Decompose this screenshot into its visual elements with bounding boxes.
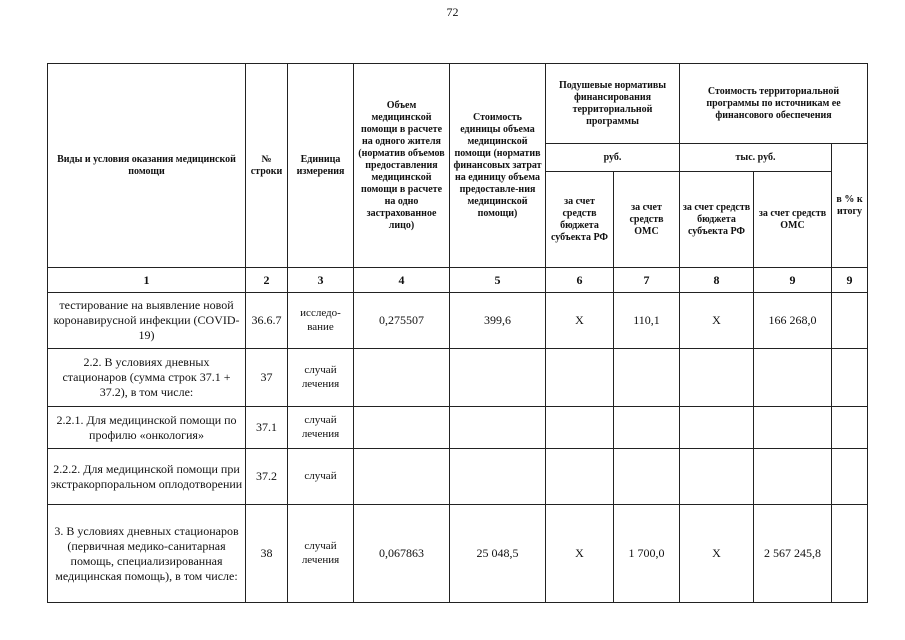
row-c8 (754, 349, 832, 407)
row-c9 (832, 349, 868, 407)
table-row (48, 505, 868, 603)
row-volume: 0,275507 (354, 293, 450, 349)
row-c7 (680, 449, 754, 505)
column-number: 8 (680, 268, 754, 293)
header-volume: Объем медицинской помощи в расчете на одного жителя (норматив объемов предоставления медицинской помощи в расчете на одно застрахованное лицо) (354, 64, 450, 268)
row-cost (450, 349, 546, 407)
column-number: 4 (354, 268, 450, 293)
row-cost: 25 048,5 (450, 505, 546, 603)
column-number: 9 (754, 268, 832, 293)
header-row-no: № строки (246, 64, 288, 268)
row-number: 37.1 (246, 407, 288, 449)
row-kind: 2.2.1. Для медицинской помощи по профилю «онкология» (48, 407, 246, 449)
header-percent: в % к итогу (832, 144, 868, 268)
header-budget-rf-2: за счет средств бюджета субъекта РФ (680, 172, 754, 268)
column-number: 3 (288, 268, 354, 293)
row-c6: 1 700,0 (614, 505, 680, 603)
row-c6: 110,1 (614, 293, 680, 349)
row-kind: тестирование на выявление новой коронавирусной инфекции (COVID-19) (48, 293, 246, 349)
row-c9 (832, 407, 868, 449)
row-cost (450, 407, 546, 449)
table-row (48, 349, 868, 407)
column-number: 1 (48, 268, 246, 293)
row-kind: 3. В условиях дневных стационаров (первичная медико-санитарная помощь, специализированная медицинская помощь), в том числе: (48, 505, 246, 603)
row-kind: 2.2.2. Для медицинской помощи при экстракорпоральном оплодотворении (48, 449, 246, 505)
row-c8 (754, 407, 832, 449)
row-number: 37.2 (246, 449, 288, 505)
table-row (48, 449, 868, 505)
row-volume (354, 449, 450, 505)
column-number: 5 (450, 268, 546, 293)
header-per-capita: Подушевые нормативы финансирования территориальной программы (546, 64, 680, 144)
header-cost-unit: Стоимость единицы объема медицинской помощи (норматив финансовых затрат на единицу объема предоставле-ния медицинской помощи) (450, 64, 546, 268)
header-rub: руб. (546, 144, 680, 172)
row-number: 38 (246, 505, 288, 603)
row-unit: случай (288, 449, 354, 505)
header-thousand-rub: тыс. руб. (680, 144, 832, 172)
row-c9 (832, 505, 868, 603)
row-c5: X (546, 505, 614, 603)
row-c7 (680, 407, 754, 449)
header-oms-2: за счет средств ОМС (754, 172, 832, 268)
row-c5 (546, 449, 614, 505)
financing-table (47, 63, 868, 603)
row-c8: 166 268,0 (754, 293, 832, 349)
row-c9 (832, 293, 868, 349)
row-c6 (614, 449, 680, 505)
header-program-cost: Стоимость территориальной программы по источникам ее финансового обеспечения (680, 64, 868, 144)
row-volume: 0,067863 (354, 505, 450, 603)
row-volume (354, 349, 450, 407)
row-c6 (614, 349, 680, 407)
row-c7 (680, 349, 754, 407)
header-kind: Виды и условия оказания медицинской помощи (48, 64, 246, 268)
column-number: 7 (614, 268, 680, 293)
row-c7: X (680, 293, 754, 349)
row-unit: случай лечения (288, 349, 354, 407)
header-budget-rf: за счет средств бюджета субъекта РФ (546, 172, 614, 268)
row-cost: 399,6 (450, 293, 546, 349)
table-row (48, 407, 868, 449)
row-number: 37 (246, 349, 288, 407)
row-c5: X (546, 293, 614, 349)
row-c5 (546, 407, 614, 449)
row-number: 36.6.7 (246, 293, 288, 349)
header-unit: Единица измерения (288, 64, 354, 268)
table-row (48, 293, 868, 349)
row-cost (450, 449, 546, 505)
column-number: 2 (246, 268, 288, 293)
row-c8: 2 567 245,8 (754, 505, 832, 603)
row-unit: случай лечения (288, 407, 354, 449)
row-c8 (754, 449, 832, 505)
row-c5 (546, 349, 614, 407)
row-kind: 2.2. В условиях дневных стационаров (сумма строк 37.1 + 37.2), в том числе: (48, 349, 246, 407)
column-number: 9 (832, 268, 868, 293)
page-number: 72 (446, 5, 459, 19)
row-unit: случай лечения (288, 505, 354, 603)
row-c6 (614, 407, 680, 449)
row-c9 (832, 449, 868, 505)
row-c7: X (680, 505, 754, 603)
column-number: 6 (546, 268, 614, 293)
row-volume (354, 407, 450, 449)
row-unit: исследо-вание (288, 293, 354, 349)
header-oms: за счет средств ОМС (614, 172, 680, 268)
